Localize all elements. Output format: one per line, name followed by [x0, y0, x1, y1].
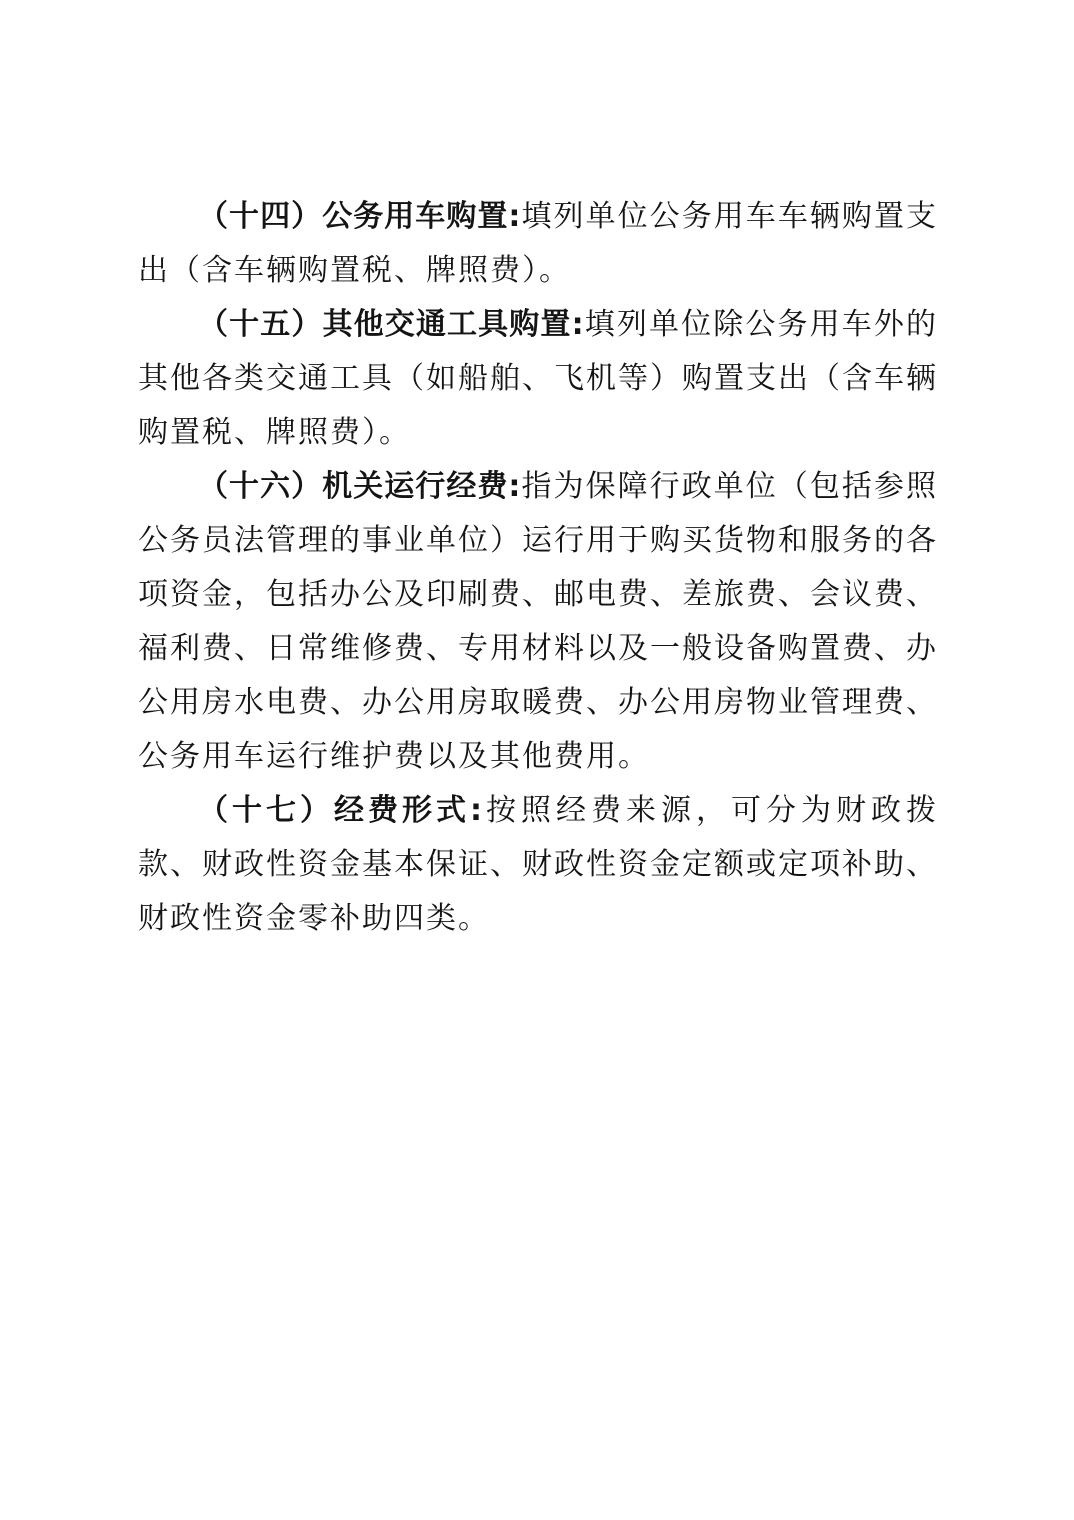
term-heading-15: （十五）其他交通工具购置: — [198, 307, 585, 342]
term-definition-16: 指为保障行政单位（包括参照公务员法管理的事业单位）运行用于购买货物和服务的各项资金，包括办公及印刷费、邮电费、差旅费、会议费、福利费、日常维修费、专用材料以及一般设备购置费、办公用房水电费、办公用房取暖费、办公用房物业管理费、公务用车运行维护费以及其他费用。 — [138, 469, 939, 774]
document-body — [138, 190, 938, 946]
term-heading-16: （十六）机关运行经费: — [198, 469, 522, 504]
paragraph-17 — [138, 784, 938, 946]
term-definition-14: 填列单位公务用车车辆购置支出（含车辆购置税、牌照费）。 — [138, 199, 939, 288]
paragraph-16 — [138, 460, 938, 784]
paragraph-15 — [138, 298, 938, 460]
term-definition-17: 按照经费来源，可分为财政拨款、财政性资金基本保证、财政性资金定额或定项补助、财政性资金零补助四类。 — [138, 793, 938, 936]
term-heading-17: （十七）经费形式: — [198, 793, 483, 828]
paragraph-14 — [138, 190, 938, 298]
term-definition-15: 填列单位除公务用车外的其他各类交通工具（如船舶、飞机等）购置支出（含车辆购置税、牌照费）。 — [138, 307, 938, 450]
term-heading-14: （十四）公务用车购置: — [198, 199, 522, 234]
